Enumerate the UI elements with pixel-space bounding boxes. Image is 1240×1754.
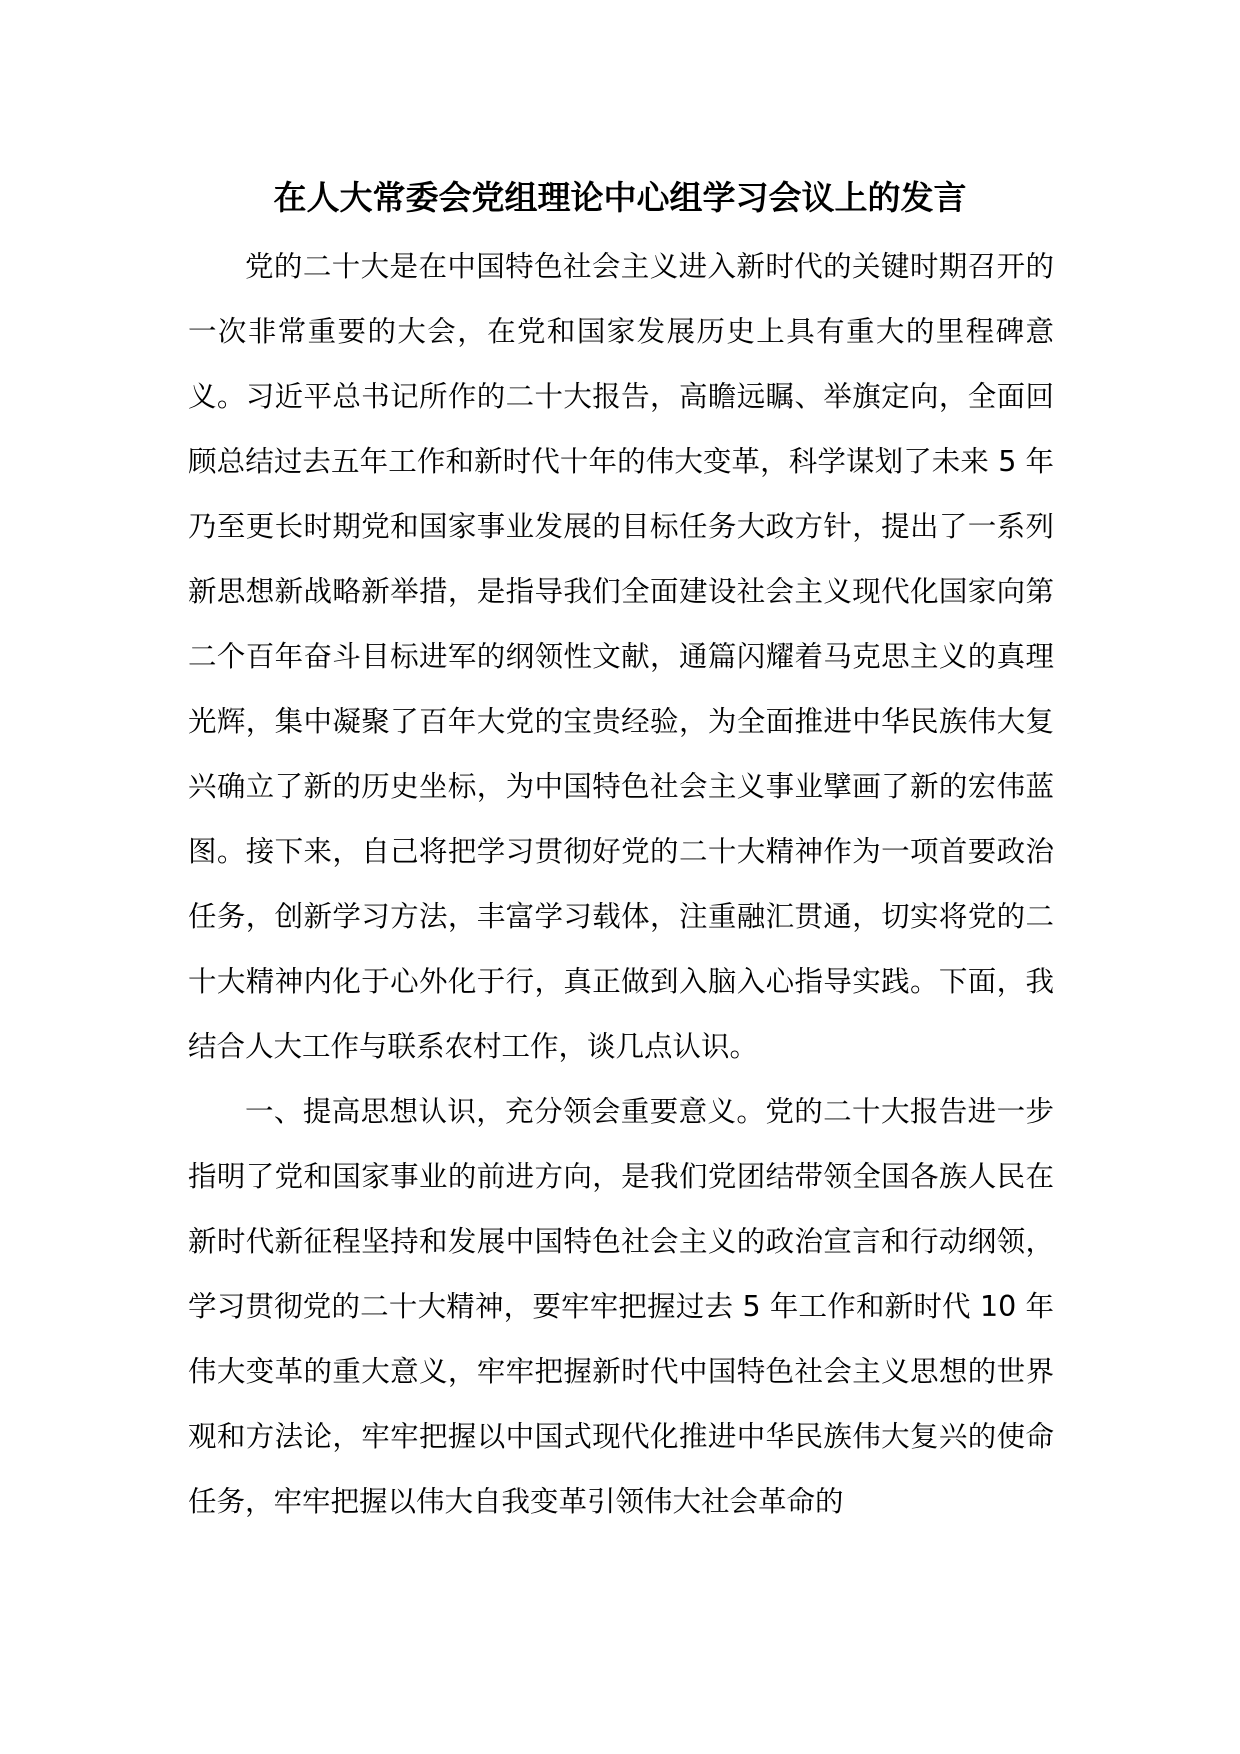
document-body: [188, 234, 1054, 1534]
document-title: 在人大常委会党组理论中心组学习会议上的发言: [273, 178, 967, 217]
paragraph-section-one: 一、提高思想认识，充分领会重要意义。党的二十大报告进一步指明了党和国家事业的前进方向，是我们党团结带领全国各族人民在新时代新征程坚持和发展中国特色社会主义的政治宣言和行动纲领，学习贯彻党的二十大精神，要牢牢把握过去 5 年工作和新时代 10 年伟大变革的重大意义，牢牢把握新时代中国特色社会主义思想的世界观和方法论，牢牢把握以中国式现代化推进中华民族伟大复兴的使命任务，牢牢把握以伟大自我变革引领伟大社会革命的: [188, 1095, 1054, 1518]
paragraph-intro: 党的二十大是在中国特色社会主义进入新时代的关键时期召开的一次非常重要的大会，在党和国家发展历史上具有重大的里程碑意义。习近平总书记所作的二十大报告，高瞻远瞩、举旗定向，全面回顾总结过去五年工作和新时代十年的伟大变革，科学谋划了未来 5 年乃至更长时期党和国家事业发展的目标任务大政方针，提出了一系列新思想新战略新举措，是指导我们全面建设社会主义现代化国家向第二个百年奋斗目标进军的纲领性文献，通篇闪耀着马克思主义的真理光辉，集中凝聚了百年大党的宝贵经验，为全面推进中华民族伟大复兴确立了新的历史坐标，为中国特色社会主义事业擘画了新的宏伟蓝图。接下来，自己将把学习贯彻好党的二十大精神作为一项首要政治任务，创新学习方法，丰富学习载体，注重融汇贯通，切实将党的二十大精神内化于心外化于行，真正做到入脑入心指导实践。下面，我结合人大工作与联系农村工作，谈几点认识。: [188, 250, 1054, 1063]
